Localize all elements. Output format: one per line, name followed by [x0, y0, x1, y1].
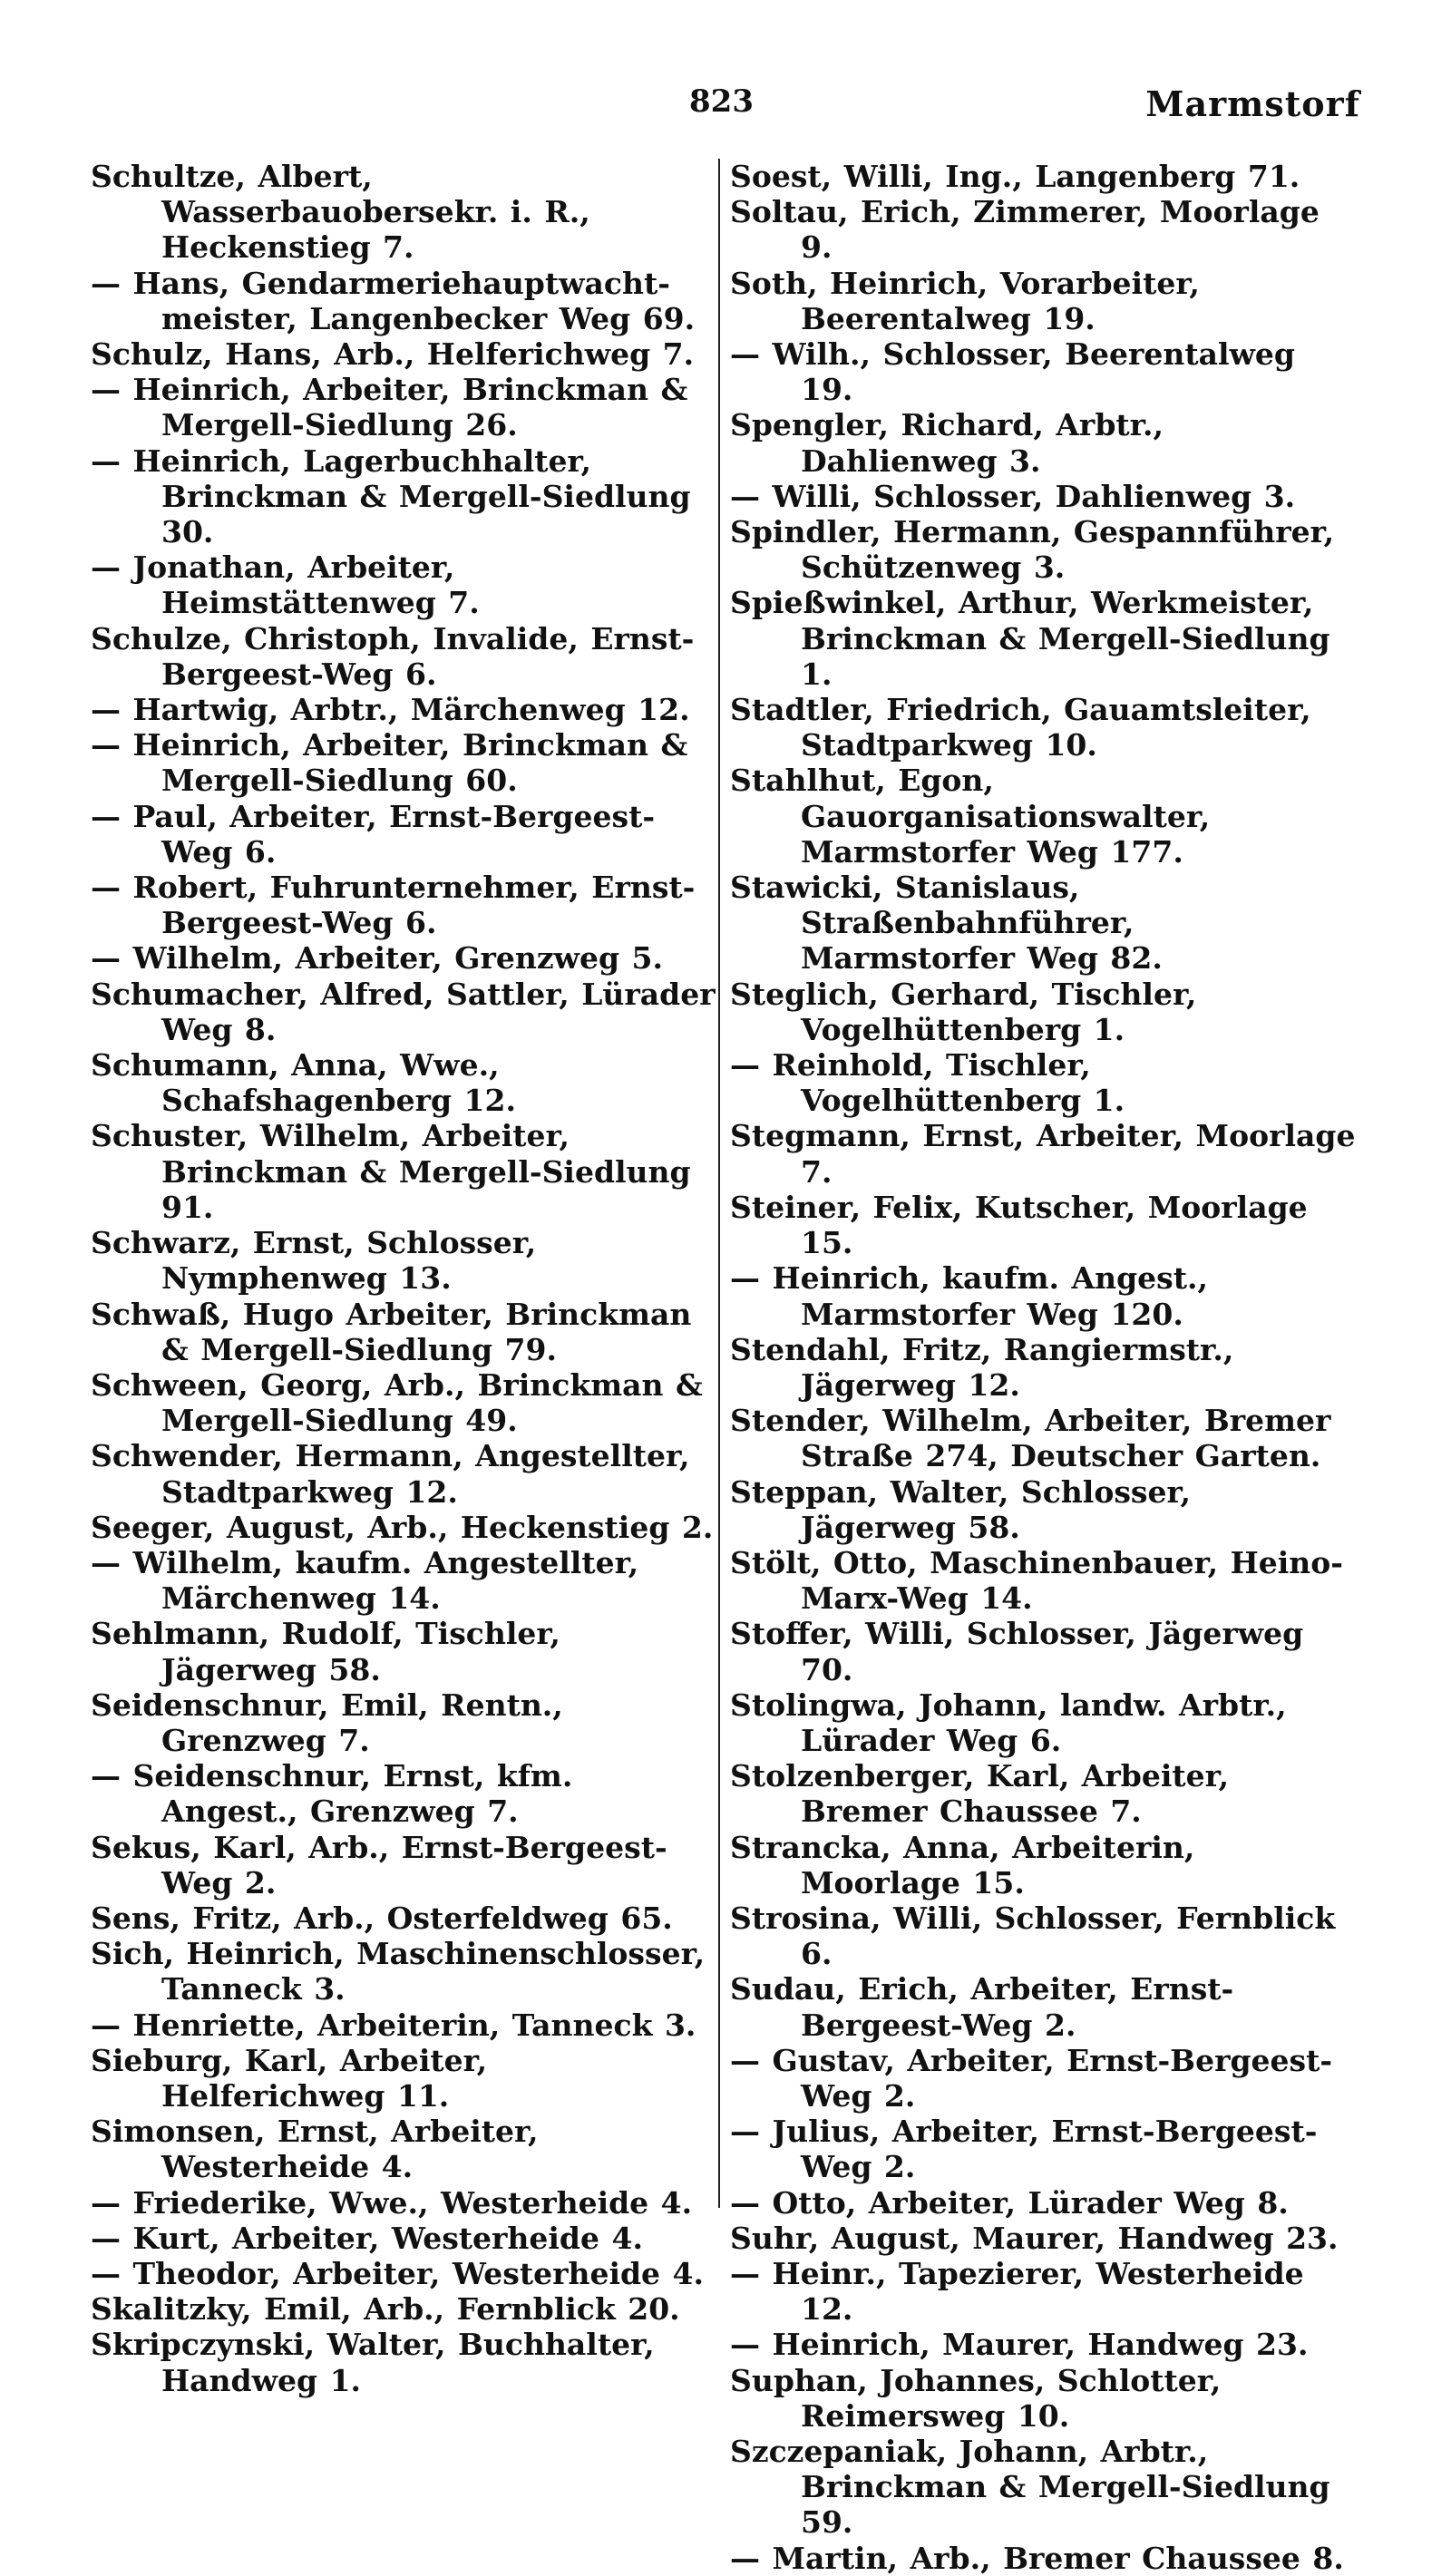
directory-entry: — Heinrich, Lagerbuchhalter, Brinckman & Mergell-Siedlung 30. [91, 442, 691, 550]
directory-entry: Schwarz, Ernst, Schlosser, Nymphenweg 13. [91, 1225, 537, 1297]
directory-entry: — Gustav, Arbeiter, Ernst-Bergeest-Weg 2. [730, 2042, 1333, 2114]
directory-entry: — Seidenschnur, Ernst, kfm. Angest., Grenzweg 7. [91, 1758, 573, 1830]
directory-entry: — Heinrich, Arbeiter, Brinckman & Mergell-Siedlung 26. [91, 372, 688, 443]
directory-entry: — Wilhelm, kaufm. Angestellter, Märchenweg 14. [91, 1544, 639, 1617]
directory-entry: Szczepaniak, Johann, Arbtr., Brinckman & Mergell-Siedlung 59. [730, 2434, 1330, 2541]
directory-entry: Skripczynski, Walter, Buchhalter, Handweg 1. [91, 2327, 655, 2398]
directory-entry: Schulz, Hans, Arb., Helferichweg 7. [91, 336, 695, 373]
directory-entry: — Hans, Gendarmeriehauptwacht-meister, Langenbecker Weg 69. [91, 265, 696, 336]
directory-entry: Skalitzky, Emil, Arb., Fernblick 20. [91, 2291, 680, 2328]
directory-entry: Schumann, Anna, Wwe., Schafshagenberg 12. [91, 1047, 516, 1119]
directory-entry: Schumacher, Alfred, Sattler, Lürader Weg 8. [91, 976, 716, 1047]
directory-entry: Sens, Fritz, Arb., Osterfeldweg 65. [91, 1900, 673, 1936]
directory-entry: — Wilhelm, Arbeiter, Grenzweg 5. [91, 940, 663, 977]
column-divider [718, 159, 720, 2208]
directory-entry: Strosina, Willi, Schlosser, Fernblick 6. [730, 1900, 1336, 1972]
directory-entry: Steglich, Gerhard, Tischler, Vogelhüttenberg 1. [730, 976, 1197, 1047]
directory-entry: Schultze, Albert, Wasserbauobersekr. i. R., Heckenstieg 7. [91, 159, 590, 266]
directory-entry: — Julius, Arbeiter, Ernst-Bergeest-Weg 2. [730, 2114, 1318, 2185]
directory-entry: Seeger, August, Arb., Heckenstieg 2. [91, 1509, 714, 1545]
left-column [91, 159, 716, 2398]
directory-entry: — Robert, Fuhrunternehmer, Ernst-Bergeest-Weg 6. [91, 870, 696, 941]
directory-entry: Steppan, Walter, Schlosser, Jägerweg 58. [730, 1473, 1191, 1545]
directory-entry: Steiner, Felix, Kutscher, Moorlage 15. [730, 1189, 1308, 1261]
directory-entry: — Wilh., Schlosser, Beerentalweg 19. [730, 336, 1295, 408]
directory-entry: Suhr, August, Maurer, Handweg 23. [730, 2220, 1339, 2256]
directory-entry: Schwaß, Hugo Arbeiter, Brinckman & Mergell-Siedlung 79. [91, 1296, 692, 1367]
directory-entry: Soest, Willi, Ing., Langenberg 71. [730, 159, 1300, 194]
directory-entry: — Henriette, Arbeiterin, Tanneck 3. [91, 2007, 696, 2043]
directory-entry: — Heinrich, Arbeiter, Brinckman & Mergell-Siedlung 60. [91, 727, 688, 799]
directory-entry: Schween, Georg, Arb., Brinckman & Mergell-Siedlung 49. [91, 1366, 703, 1439]
directory-entry: — Paul, Arbeiter, Ernst-Bergeest-Weg 6. [91, 798, 656, 870]
directory-entry: Seidenschnur, Emil, Rentn., Grenzweg 7. [91, 1687, 563, 1758]
directory-entry: — Hartwig, Arbtr., Märchenweg 12. [91, 692, 690, 728]
page-header [91, 83, 1360, 138]
running-head: Marmstorf [1145, 83, 1360, 124]
directory-entry: Strancka, Anna, Arbeiterin, Moorlage 15. [730, 1829, 1195, 1900]
directory-entry: — Willi, Schlosser, Dahlienweg 3. [730, 478, 1296, 514]
directory-entry: — Friederike, Wwe., Westerheide 4. [91, 2184, 693, 2221]
directory-entry: Sieburg, Karl, Arbeiter, Helferichweg 11. [91, 2042, 488, 2114]
directory-entry: Spengler, Richard, Arbtr., Dahlienweg 3. [730, 407, 1164, 479]
directory-entry: Spießwinkel, Arthur, Werkmeister, Brinckman & Mergell-Siedlung 1. [730, 585, 1330, 692]
directory-entry: Stawicki, Stanislaus, Straßenbahnführer, Marmstorfer Weg 82. [730, 870, 1163, 977]
page-number: 823 [689, 83, 754, 120]
directory-entry: Spindler, Hermann, Gespannführer, Schützenweg 3. [730, 514, 1335, 586]
directory-entry: — Reinhold, Tischler, Vogelhüttenberg 1. [730, 1047, 1125, 1119]
directory-entry: Schulze, Christoph, Invalide, Ernst-Bergeest-Weg 6. [91, 620, 695, 692]
directory-entry: Sudau, Erich, Arbeiter, Ernst-Bergeest-Weg 2. [730, 1971, 1234, 2043]
directory-entry: Stender, Wilhelm, Arbeiter, Bremer Straße 274, Deutscher Garten. [730, 1403, 1331, 1474]
directory-entry: Sehlmann, Rudolf, Tischler, Jägerweg 58. [91, 1616, 560, 1687]
directory-entry: Stegmann, Ernst, Arbeiter, Moorlage 7. [730, 1118, 1356, 1190]
directory-entry: Schuster, Wilhelm, Arbeiter, Brinckman & Mergell-Siedlung 91. [91, 1118, 691, 1225]
directory-entry: Stolzenberger, Karl, Arbeiter, Bremer Chaussee 7. [730, 1758, 1230, 1830]
directory-entry: — Heinrich, Maurer, Handweg 23. [730, 2327, 1309, 2363]
directory-entry: — Martin, Arb., Bremer Chaussee 8. [730, 2540, 1344, 2576]
directory-entry: Stölt, Otto, Maschinenbauer, Heino-Marx-Weg 14. [730, 1544, 1343, 1617]
directory-entry: Simonsen, Ernst, Arbeiter, Westerheide 4. [91, 2114, 539, 2185]
directory-entry: Stahlhut, Egon, Gauorganisationswalter, Marmstorfer Weg 177. [730, 763, 1211, 870]
directory-entry: — Jonathan, Arbeiter, Heimstättenweg 7. [91, 549, 480, 621]
directory-entry: — Theodor, Arbeiter, Westerheide 4. [91, 2255, 704, 2291]
directory-entry: — Otto, Arbeiter, Lürader Weg 8. [730, 2184, 1289, 2221]
directory-entry: Stendahl, Fritz, Rangiermstr., Jägerweg 12. [730, 1331, 1234, 1403]
directory-entry: — Heinr., Tapezierer, Westerheide 12. [730, 2255, 1304, 2328]
directory-entry: Stoffer, Willi, Schlosser, Jägerweg 70. [730, 1616, 1304, 1687]
directory-entry: Stadtler, Friedrich, Gauamtsleiter, Stadtparkweg 10. [730, 692, 1311, 763]
directory-entry: Sekus, Karl, Arb., Ernst-Bergeest-Weg 2. [91, 1829, 667, 1900]
directory-entry: Schwender, Hermann, Angestellter, Stadtparkweg 12. [91, 1438, 690, 1510]
directory-entry: Suphan, Johannes, Schlotter, Reimersweg 10. [730, 2362, 1222, 2434]
directory-entry: Stolingwa, Johann, landw. Arbtr., Lürader Weg 6. [730, 1687, 1287, 1758]
directory-entry: Sich, Heinrich, Maschinenschlosser, Tanneck 3. [91, 1936, 706, 2007]
directory-entry: — Kurt, Arbeiter, Westerheide 4. [91, 2220, 643, 2256]
directory-entry: — Heinrich, kaufm. Angest., Marmstorfer Weg 120. [730, 1260, 1208, 1332]
directory-entry: Soltau, Erich, Zimmerer, Moorlage 9. [730, 194, 1320, 266]
directory-entry: Soth, Heinrich, Vorarbeiter, Beerentalweg 19. [730, 265, 1200, 336]
right-column [730, 159, 1356, 2576]
